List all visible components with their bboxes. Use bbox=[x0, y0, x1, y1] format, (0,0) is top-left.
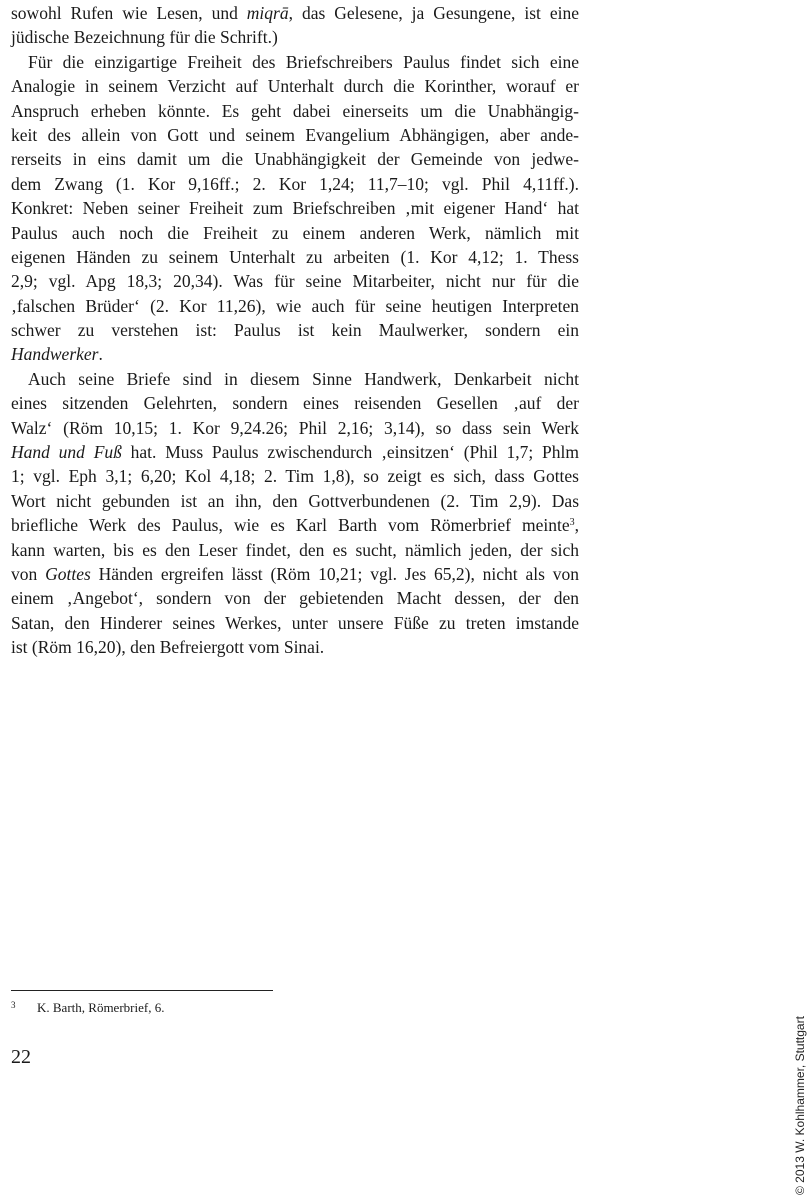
text-line: 2,9; vgl. Apg 18,3; 20,34). Was für seine Mitarbeiter, nicht nur für die bbox=[11, 271, 579, 292]
text-line: dem Zwang (1. Kor 9,16ff.; 2. Kor 1,24; 11,7–10; vgl. Phil 4,11ff.). bbox=[11, 173, 579, 194]
page-number: 22 bbox=[11, 1046, 31, 1068]
footnote-divider bbox=[11, 990, 273, 991]
text-line: Auch seine Briefe sind in diesem Sinne Handwerk, Denkarbeit nicht bbox=[28, 368, 579, 389]
text-line: Für die einzigartige Freiheit des Briefschreibers Paulus findet sich eine bbox=[28, 51, 579, 72]
text-line: Satan, den Hinderer seines Werkes, unter unsere Füße zu treten imstande bbox=[11, 612, 579, 633]
text-line: Analogie in seinem Verzicht auf Unterhalt durch die Korinther, worauf er bbox=[11, 76, 579, 97]
footnote-marker: 3 bbox=[11, 1000, 16, 1010]
text-line: Paulus auch noch die Freiheit zu einem anderen Werk, nämlich mit bbox=[11, 222, 579, 243]
footnote-reference: 3 bbox=[569, 517, 575, 529]
text-line: briefliche Werk des Paulus, wie es Karl Barth vom Römerbrief meinte$^3$, bbox=[11, 515, 579, 536]
text-line: von Gottes Händen ergreifen lässt (Röm 10,21; vgl. Jes 65,2), nicht als von bbox=[11, 563, 579, 584]
text-line: eines sitzenden Gelehrten, sondern eines reisenden Gesellen ‚auf der bbox=[11, 393, 579, 414]
italic-text: Gottes bbox=[45, 563, 91, 584]
footnote-text: K. Barth, Römerbrief, 6. bbox=[37, 1000, 165, 1015]
footnote bbox=[11, 1000, 165, 1017]
text-line: ‚falschen Brüder‘ (2. Kor 11,26), wie auch für seine heutigen Interpreten bbox=[11, 295, 579, 316]
text-line: Anspruch erheben könnte. Es geht dabei einerseits um die Unabhängig- bbox=[11, 100, 579, 121]
text-line: schwer zu verstehen ist: Paulus ist kein Maulwerker, sondern ein bbox=[11, 320, 579, 341]
text-line: Handwerker. bbox=[11, 344, 103, 365]
text-line: ist (Röm 16,20), den Befreiergott vom Sinai. bbox=[11, 637, 325, 658]
text-line: 1; vgl. Eph 3,1; 6,20; Kol 4,18; 2. Tim 1,8), so zeigt es sich, dass Gottes bbox=[11, 466, 579, 487]
text-line: rerseits in eins damit um die Unabhängigkeit der Gemeinde von jedwe- bbox=[11, 149, 579, 170]
body-text bbox=[11, 1, 579, 660]
text-line: keit des allein von Gott und seinem Evangelium Abhängigen, aber ande- bbox=[11, 124, 579, 145]
text-line: Walz‘ (Röm 10,15; 1. Kor 9,24.26; Phil 2,16; 3,14), so dass sein Werk bbox=[11, 417, 579, 438]
italic-text: Hand und Fuß bbox=[11, 442, 122, 463]
text-line: Konkret: Neben seiner Freiheit zum Briefschreiben ‚mit eigener Hand‘ hat bbox=[11, 198, 579, 219]
italic-text: Handwerker bbox=[11, 344, 99, 365]
text-line: Hand und Fuß hat. Muss Paulus zwischendurch ‚einsitzen‘ (Phil 1,7; Phlm bbox=[11, 442, 580, 463]
text-line: Wort nicht gebunden ist an ihn, den Gottverbundenen (2. Tim 2,9). Das bbox=[11, 490, 579, 511]
text-line: jüdische Bezeichnung für die Schrift.) bbox=[11, 27, 278, 48]
text-line: kann warten, bis es den Leser findet, den es sucht, nämlich jeden, der sich bbox=[11, 539, 579, 560]
italic-text: miqrā bbox=[246, 3, 289, 23]
text-line: einem ‚Angebot‘, sondern von der gebietenden Macht dessen, der den bbox=[11, 588, 579, 609]
text-line: sowohl Rufen wie Lesen, und miqrā, das Gelesene, ja Gesungene, ist eine bbox=[11, 3, 579, 23]
text-line: eigenen Händen zu seinem Unterhalt zu arbeiten (1. Kor 4,12; 1. Thess bbox=[11, 246, 579, 267]
copyright-notice: © 2013 W. Kohlhammer, Stuttgart bbox=[793, 1016, 807, 1195]
